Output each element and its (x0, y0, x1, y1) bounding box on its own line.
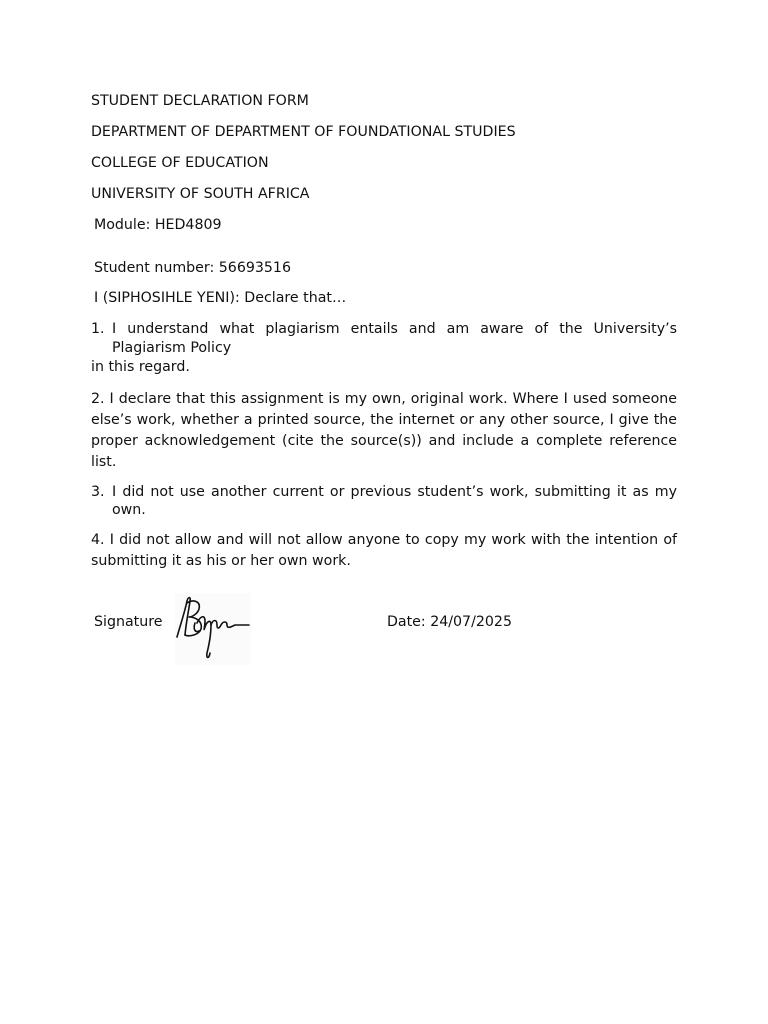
item-number: 3. (91, 484, 105, 500)
signature-label: Signature (94, 614, 163, 630)
date-line: Date: 24/07/2025 (387, 614, 512, 630)
form-title: STUDENT DECLARATION FORM (91, 93, 309, 109)
module-line: Module: HED4809 (94, 217, 222, 233)
item-text-tail: in this regard. (91, 359, 190, 375)
declaration-item-4: 4. I did not allow and will not allow anyone to copy my work with the intention of submitting it as his or her own work. (91, 532, 677, 569)
item-text: I understand what plagiarism entails and am aware of the University’s (112, 321, 677, 337)
department-line: DEPARTMENT OF DEPARTMENT OF FOUNDATIONAL STUDIES (91, 124, 516, 140)
declare-line: I (SIPHOSIHLE YENI): Declare that… (94, 290, 347, 306)
student-number-line: Student number: 56693516 (94, 260, 291, 276)
college-line: COLLEGE OF EDUCATION (91, 155, 269, 171)
handwritten-signature (175, 593, 251, 665)
item-number: 1. (91, 321, 105, 337)
university-line: UNIVERSITY OF SOUTH AFRICA (91, 186, 310, 202)
item-text-continuation: own. (112, 502, 146, 518)
item-text: I did not use another current or previous student’s work, submitting it as my (112, 484, 677, 500)
declaration-item-2: 2. I declare that this assignment is my own, original work. Where I used someone else’s work, whether a printed source, the internet or any other source, I give the proper acknowledgement (cite the source(s)) and include a complete reference list. (91, 391, 677, 470)
item-text-continuation: Plagiarism Policy (112, 340, 232, 356)
